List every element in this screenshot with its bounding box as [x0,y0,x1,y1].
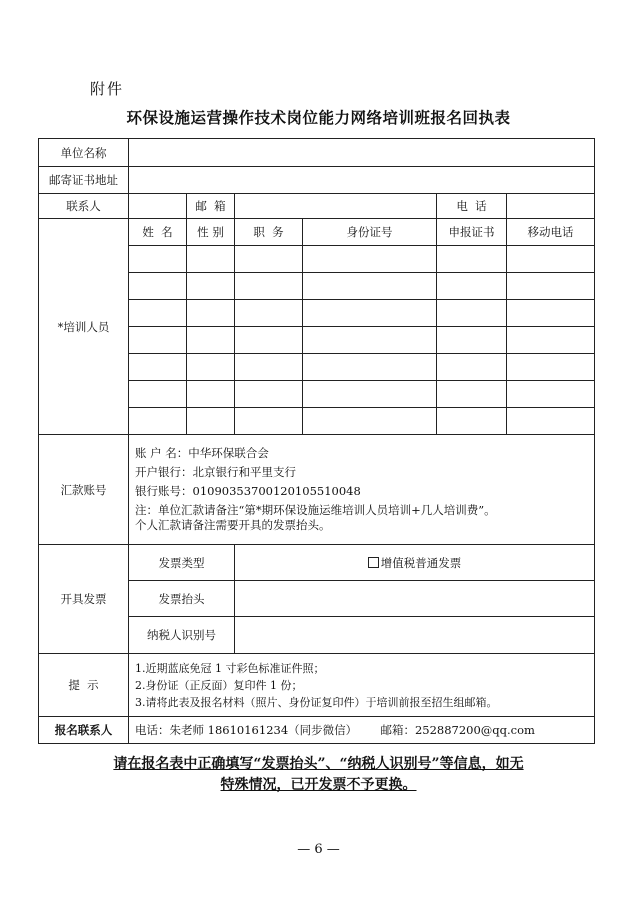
col-name: 姓 名 [129,219,187,246]
tip-1: 1.近期蓝底免冠 1 寸彩色标准证件照； [135,661,325,675]
cell-mobile[interactable] [507,246,595,273]
cell-mobile[interactable] [507,327,595,354]
cell-gender[interactable] [187,300,235,327]
cell-certificate[interactable] [437,381,507,408]
tips-content [129,654,595,717]
cell-id-number[interactable] [303,300,437,327]
tips-label: 提 示 [39,654,129,717]
notice-line-1: 请在报名表中正确填写“发票抬头”、“纳税人识别号”等信息，如无 [113,756,524,772]
cell-id-number[interactable] [303,327,437,354]
cell-id-number[interactable] [303,381,437,408]
taxpayer-id-label: 纳税人识别号 [129,617,235,654]
cell-position[interactable] [235,246,303,273]
cell-mobile[interactable] [507,408,595,435]
tip-3: 3.请将此表及报名材料（照片、身份证复印件）于培训前报至招生组邮箱。 [135,695,498,709]
mailing-address-field[interactable] [129,167,595,194]
taxpayer-id-field[interactable] [235,617,595,654]
cell-gender[interactable] [187,408,235,435]
invoice-title-label: 发票抬头 [129,581,235,617]
form-title: 环保设施运营操作技术岗位能力网络培训班报名回执表 [126,108,511,127]
cell-position[interactable] [235,273,303,300]
checkbox-icon[interactable] [368,557,379,568]
row-signup-contact [39,717,595,744]
unit-name-label: 单位名称 [39,139,129,167]
cell-certificate[interactable] [437,246,507,273]
contact-field[interactable] [129,194,187,219]
row-invoice-type [39,545,595,581]
col-mobile: 移动电话 [507,219,595,246]
cell-certificate[interactable] [437,300,507,327]
cell-position[interactable] [235,327,303,354]
cell-name[interactable] [129,327,187,354]
email-label: 邮 箱 [187,194,235,219]
row-tips [39,654,595,717]
cell-certificate[interactable] [437,354,507,381]
col-gender: 性 别 [187,219,235,246]
cell-gender[interactable] [187,381,235,408]
cell-id-number[interactable] [303,408,437,435]
phone-field[interactable] [507,194,595,219]
row-mailing-address [39,167,595,194]
cell-id-number[interactable] [303,354,437,381]
payment-label: 汇款账号 [39,435,129,545]
tip-2: 2.身份证（正反面）复印件 1 份； [135,678,303,692]
cell-position[interactable] [235,300,303,327]
cell-name[interactable] [129,246,187,273]
payment-note-2: 个人汇款请备注需要开具的发票抬头。 [135,518,331,532]
signup-contact-email: 邮箱：252887200@qq.com [380,723,535,737]
cell-gender[interactable] [187,354,235,381]
invoice-title-field[interactable] [235,581,595,617]
cell-certificate[interactable] [437,327,507,354]
invoice-notice [0,754,637,796]
bank-name: 开户银行：北京银行和平里支行 [135,465,296,479]
unit-name-field[interactable] [129,139,595,167]
trainee-header-row [39,219,595,246]
cell-position[interactable] [235,381,303,408]
col-id-number: 身份证号 [303,219,437,246]
signup-contact-phone: 电话：朱老师 18610161234（同步微信） [135,723,358,737]
account-name: 账 户 名：中华环保联合会 [135,446,269,460]
mailing-address-label: 邮寄证书地址 [39,167,129,194]
email-field[interactable] [235,194,437,219]
row-payment [39,435,595,545]
cell-gender[interactable] [187,246,235,273]
notice-line-2: 特殊情况，已开发票不予更换。 [220,777,417,793]
cell-gender[interactable] [187,327,235,354]
cell-position[interactable] [235,354,303,381]
cell-name[interactable] [129,408,187,435]
cell-gender[interactable] [187,273,235,300]
cell-name[interactable] [129,273,187,300]
cell-id-number[interactable] [303,246,437,273]
registration-form-table [38,138,595,744]
payment-details [129,435,595,545]
col-certificate: 申报证书 [437,219,507,246]
invoice-type-value: 增值税普通发票 [380,555,462,570]
cell-mobile[interactable] [507,354,595,381]
page-number: — 6 — [297,842,340,857]
contact-label: 联系人 [39,194,129,219]
cell-name[interactable] [129,354,187,381]
signup-contact-info [129,717,595,744]
account-number: 银行账号：01090353700120105510048 [135,484,361,498]
cell-mobile[interactable] [507,273,595,300]
cell-certificate[interactable] [437,273,507,300]
cell-certificate[interactable] [437,408,507,435]
attachment-label: 附件 [90,80,125,98]
col-position: 职 务 [235,219,303,246]
cell-name[interactable] [129,300,187,327]
row-unit-name [39,139,595,167]
signup-contact-label: 报名联系人 [39,717,129,744]
cell-mobile[interactable] [507,300,595,327]
cell-mobile[interactable] [507,381,595,408]
cell-name[interactable] [129,381,187,408]
row-contact [39,194,595,219]
cell-position[interactable] [235,408,303,435]
trainees-label: *培训人员 [39,219,129,435]
invoice-type-option[interactable] [235,545,595,581]
invoice-label: 开具发票 [39,545,129,654]
cell-id-number[interactable] [303,273,437,300]
invoice-type-label: 发票类型 [129,545,235,581]
payment-note-1: 注：单位汇款请备注“第*期环保设施运维培训人员培训+几人培训费”。 [135,503,496,517]
phone-label: 电 话 [437,194,507,219]
